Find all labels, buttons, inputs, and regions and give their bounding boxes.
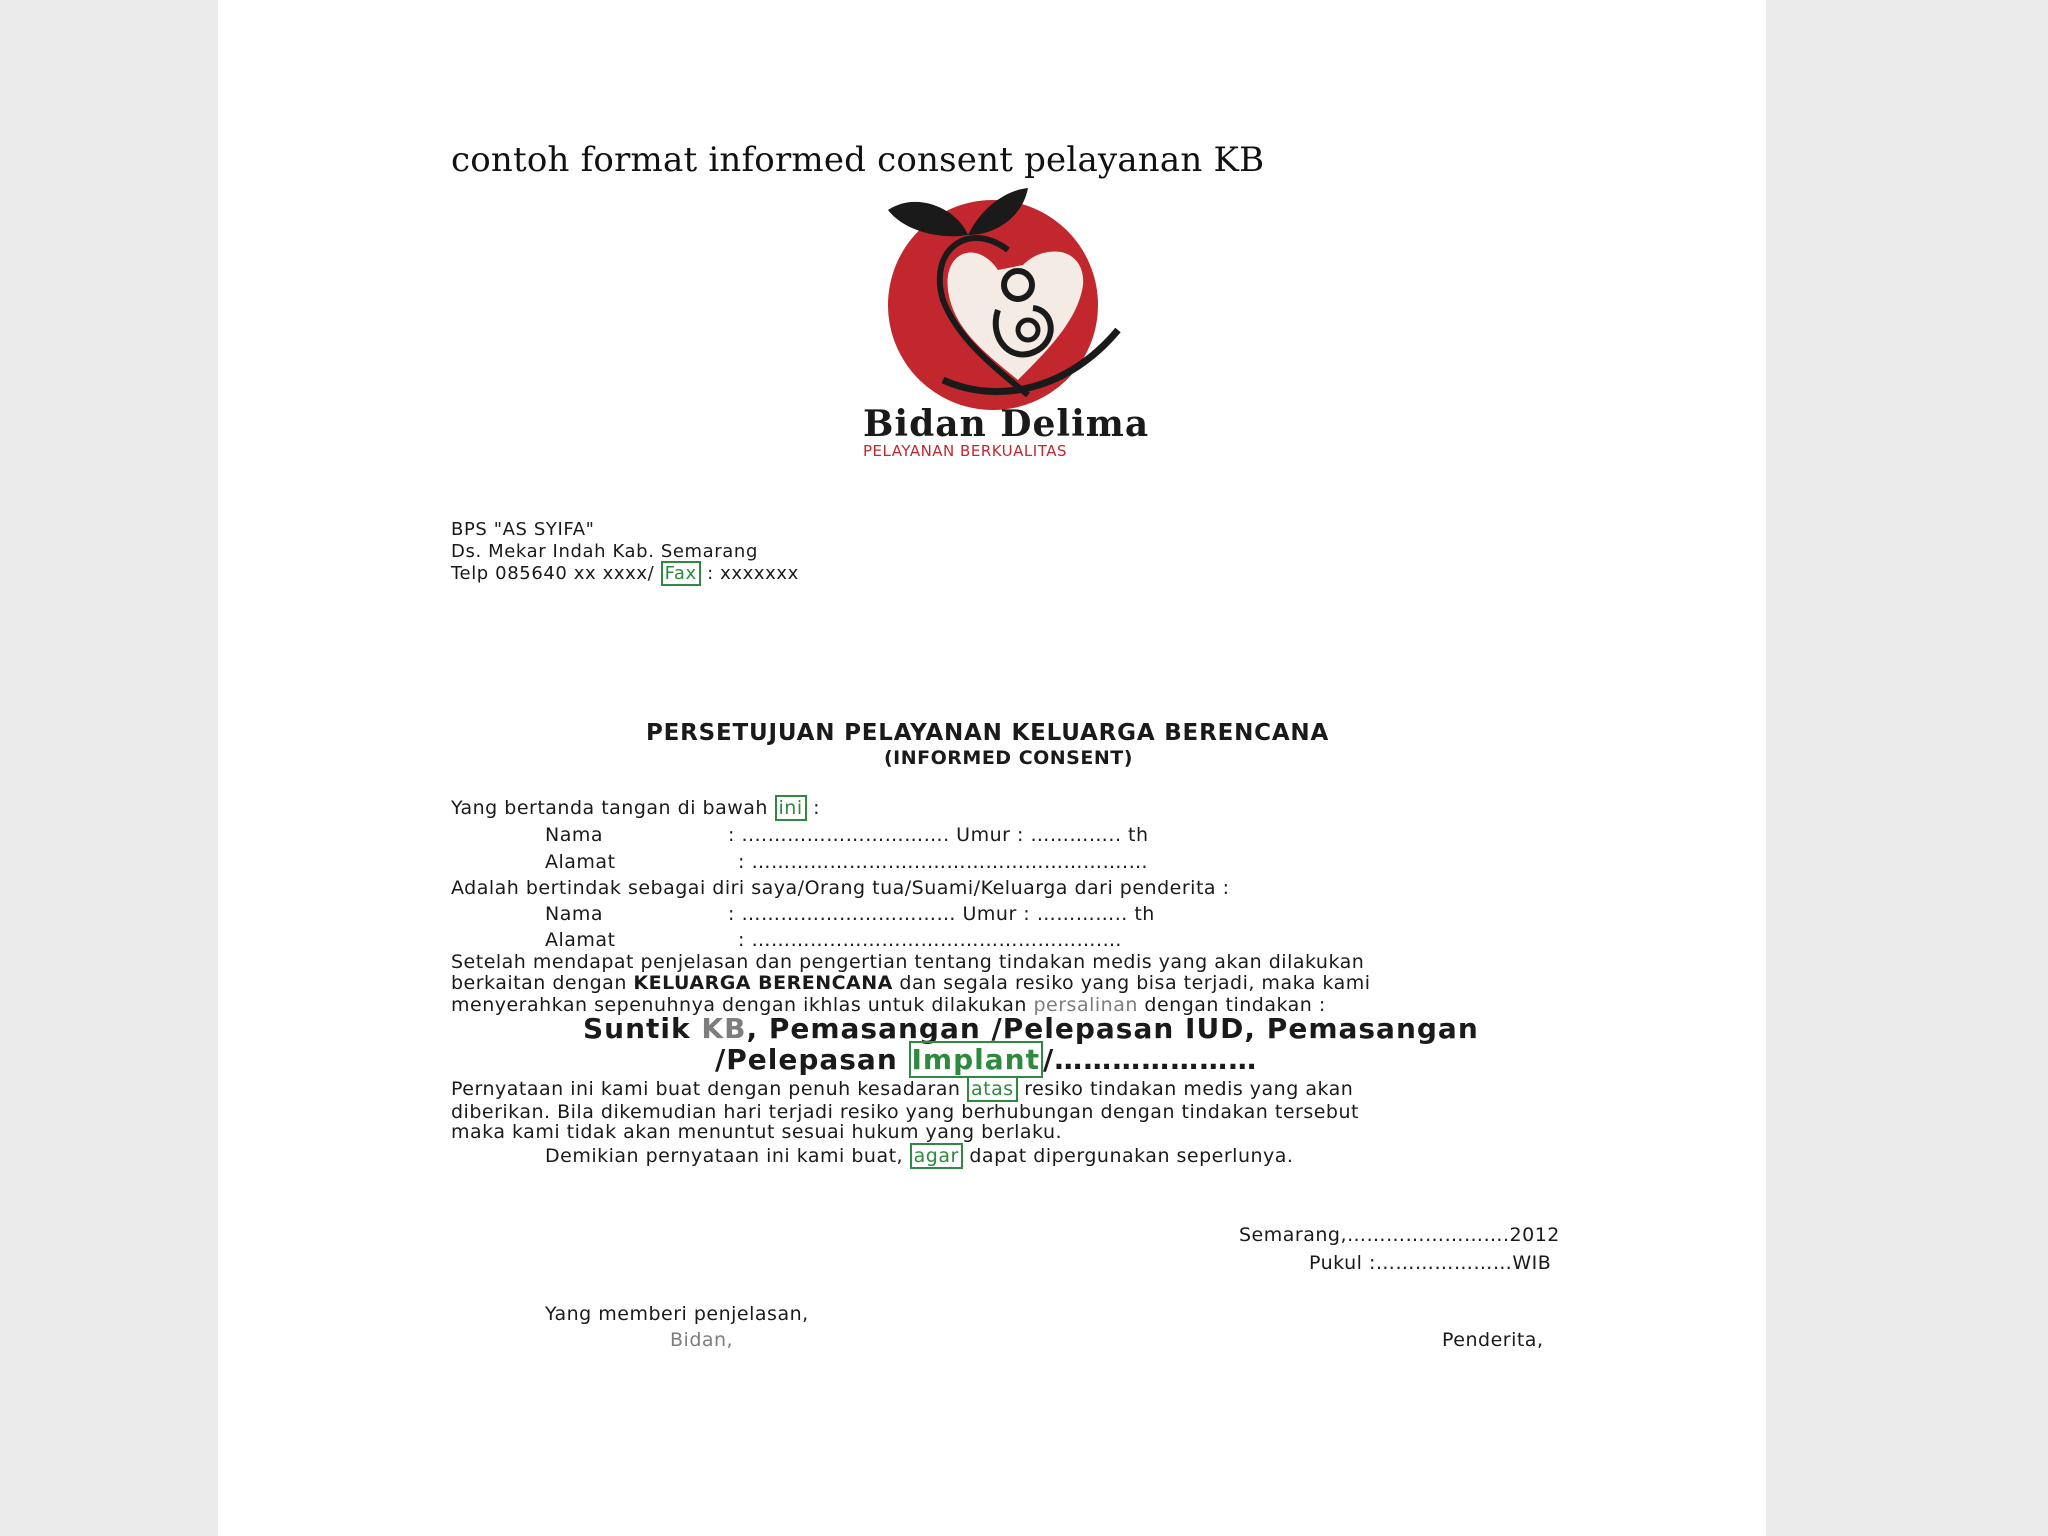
para1-line3-post: dengan tindakan : bbox=[1137, 994, 1326, 1016]
para3-pre: Demikian pernyataan ini kami buat, bbox=[545, 1145, 904, 1167]
intro-line bbox=[451, 797, 820, 819]
p1-name-field[interactable]: : ....………………………. Umur : ………….. th bbox=[728, 824, 1149, 846]
action-line2-boxed: Implant bbox=[909, 1041, 1043, 1078]
action-line1-post: , Pemasangan /Pelepasan IUD, Pemasangan bbox=[746, 1012, 1479, 1045]
p2-address-label: Alamat bbox=[545, 929, 616, 951]
p2-name-label: Nama bbox=[545, 903, 604, 925]
midwife-label: Bidan, bbox=[670, 1329, 734, 1351]
form-subtitle: (INFORMED CONSENT) bbox=[884, 747, 1133, 769]
p2-name-field[interactable]: : …………………………… Umur : ………….. th bbox=[728, 903, 1155, 925]
p2-address-field[interactable]: : …………..………………………………….… bbox=[738, 929, 1123, 951]
action-line2-pre: /Pelepasan bbox=[715, 1043, 909, 1076]
action-line1-gray: KB bbox=[701, 1012, 747, 1045]
p1-address-field[interactable]: : ………………….…..………………………….… bbox=[738, 851, 1149, 873]
clinic-address: Ds. Mekar Indah Kab. Semarang bbox=[451, 541, 758, 562]
p1-address-label: Alamat bbox=[545, 851, 616, 873]
para2-line1-boxed: atas bbox=[967, 1076, 1018, 1102]
form-title: PERSETUJUAN PELAYANAN KELUARGA BERENCANA bbox=[646, 720, 1330, 746]
para2-line1-post: resiko tindakan medis yang akan bbox=[1024, 1078, 1354, 1100]
document-page bbox=[218, 0, 1766, 1536]
para2-line3: maka kami tidak akan menuntut sesuai hukum yang berlaku. bbox=[451, 1121, 1063, 1143]
action-line1-pre: Suntik bbox=[583, 1012, 702, 1045]
document-heading: contoh format informed consent pelayanan KB bbox=[451, 140, 1265, 180]
action-line2 bbox=[715, 1043, 1257, 1076]
para1-line2-pre: berkaitan dengan bbox=[451, 972, 634, 994]
para1-line2-post: dan segala resiko yang bisa terjadi, maka kami bbox=[892, 972, 1371, 994]
para2-line2: diberikan. Bila dikemudian hari terjadi resiko yang berhubungan dengan tindakan tersebut bbox=[451, 1101, 1359, 1123]
intro-colon: : bbox=[813, 797, 821, 819]
clinic-name: BPS "AS SYIFA" bbox=[451, 519, 595, 540]
para3-line bbox=[545, 1145, 1293, 1167]
para1-line1: Setelah mendapat penjelasan dan pengertian tentang tindakan medis yang akan dilakukan bbox=[451, 951, 1365, 973]
clinic-contact bbox=[451, 563, 799, 584]
acting-as-line: Adalah bertindak sebagai diri saya/Orang tua/Suami/Keluarga dari penderita : bbox=[451, 877, 1230, 899]
para1-line3-pre: menyerahkan sepenuhnya dengan ikhlas untuk dilakukan bbox=[451, 994, 1034, 1016]
action-line2-post: /………………… bbox=[1042, 1043, 1258, 1076]
para1-line2-bold: KELUARGA BERENCANA bbox=[633, 972, 893, 994]
explainer-label: Yang memberi penjelasan, bbox=[545, 1303, 809, 1325]
para1-line3-gray: persalinan bbox=[1033, 994, 1138, 1016]
p1-name-label: Nama bbox=[545, 824, 604, 846]
logo-tagline: PELAYANAN BERKUALITAS bbox=[863, 442, 1067, 460]
logo-brand-text: Bidan Delima bbox=[863, 403, 1150, 445]
place-date-field[interactable]: Semarang,…………………….2012 bbox=[1239, 1224, 1560, 1246]
clinic-phone: Telp 085640 xx xxxx/ bbox=[451, 563, 655, 584]
para3-boxed: agar bbox=[910, 1143, 963, 1169]
para3-post: dapat dipergunakan seperlunya. bbox=[969, 1145, 1294, 1167]
time-field[interactable]: Pukul :…………………WIB bbox=[1309, 1252, 1552, 1274]
fax-label: Fax bbox=[661, 561, 701, 586]
para1-line2 bbox=[451, 972, 1371, 994]
intro-boxed-word: ini bbox=[775, 795, 807, 821]
fax-value: : xxxxxxx bbox=[707, 563, 799, 584]
para2-line1 bbox=[451, 1078, 1353, 1100]
patient-label: Penderita, bbox=[1442, 1329, 1544, 1351]
intro-text: Yang bertanda tangan di bawah bbox=[451, 797, 768, 819]
para2-line1-pre: Pernyataan ini kami buat dengan penuh kesadaran bbox=[451, 1078, 961, 1100]
